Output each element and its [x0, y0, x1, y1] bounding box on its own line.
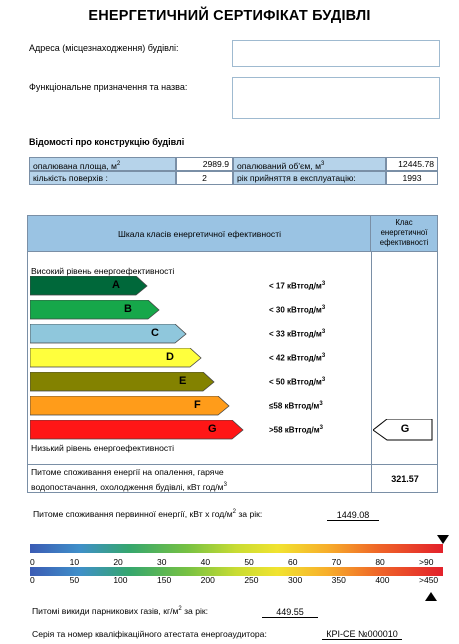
top-tick: 60 [288, 557, 298, 567]
specific-consumption-value: 321.57 [391, 474, 419, 484]
bottom-tick: 400 [375, 575, 390, 585]
class-arrow-f [30, 396, 230, 416]
top-tick: 30 [157, 557, 167, 567]
class-arrow-c [30, 324, 187, 344]
bottom-tick: 250 [244, 575, 259, 585]
year-label: рік прийняття в експлуатацію: [233, 171, 386, 185]
scale-header: Шкала класів енергетичної ефективності [117, 229, 282, 239]
bottom-marker-icon [425, 592, 437, 601]
top-tick: 80 [375, 557, 385, 567]
class-threshold-a: < 17 кВтгод/$м^3$ [269, 281, 326, 291]
floors-label: кількість поверхів : [29, 171, 176, 185]
bottom-tick: 200 [200, 575, 215, 585]
address-value [233, 39, 237, 53]
emissions-label: Питомі викиди парникових газів, $кг/м^2$ за рік: [32, 606, 209, 616]
address-label: Адреса (місцезнаходження) будівлі: [29, 43, 179, 53]
current-class-marker [373, 419, 433, 443]
heated-volume-value: 12445.78 [386, 157, 438, 171]
class-letter-e: E [179, 375, 187, 387]
primary-energy-gradient-bar [30, 544, 443, 553]
column-divider [371, 252, 372, 464]
address-field[interactable] [232, 40, 440, 67]
auditor-label: Серія та номер кваліфікаційного атестата енергоаудитора: [32, 629, 267, 639]
top-tick: 0 [30, 557, 35, 567]
class-threshold-f: ≤58 кВтгод/$м^3$ [269, 401, 323, 411]
primary-energy-value: 1449.08 [327, 510, 379, 521]
top-tick: >90 [419, 557, 434, 567]
class-header: Клас енергетичної ефективності [379, 218, 429, 247]
bottom-tick: 300 [288, 575, 303, 585]
class-threshold-e: < 50 кВтгод/$м^3$ [269, 377, 326, 387]
class-letter-c: C [151, 327, 159, 339]
class-letter-b: B [124, 303, 132, 315]
bottom-tick: 350 [331, 575, 346, 585]
top-tick: 40 [200, 557, 211, 567]
class-arrow-a [30, 276, 148, 296]
primary-energy-label: Питоме споживання первинної енергії, кВт х год/$м^2$ за рік: [33, 509, 263, 519]
specific-consumption-label: Питоме споживання енергії на опалення, гаряче водопостачання, охолодження будівлі, кВт год/$м^3$ [31, 467, 227, 492]
class-arrow-d [30, 348, 202, 368]
top-marker-icon [437, 535, 449, 544]
class-arrow-e [30, 372, 215, 392]
class-threshold-d: < 42 кВтгод/$м^3$ [269, 353, 326, 363]
high-efficiency-label: Високий рівень енергоефективності [31, 266, 175, 276]
floors-value: 2 [176, 171, 233, 185]
purpose-field[interactable] [232, 77, 440, 119]
purpose-label: Функціональне призначення та назва: [29, 82, 188, 92]
emissions-value: 449.55 [262, 607, 318, 618]
row-divider [28, 464, 437, 465]
bottom-tick: 100 [113, 575, 128, 585]
class-letter-f: F [194, 399, 201, 411]
class-letter-d: D [166, 351, 174, 363]
purpose-value [233, 76, 237, 90]
year-value: 1993 [386, 171, 438, 185]
class-threshold-b: < 30 кВтгод/$м^3$ [269, 305, 326, 315]
bottom-tick: 150 [157, 575, 172, 585]
auditor-value: КРІ-СЕ №000010 [322, 629, 402, 640]
bottom-tick: >450 [419, 575, 439, 585]
bottom-tick: 0 [30, 575, 35, 585]
class-threshold-g: >58 кВтгод/$м^3$ [269, 425, 323, 435]
current-class-letter: G [400, 423, 410, 435]
top-tick: 20 [113, 557, 123, 567]
heated-volume-label: опалюваний об'єм, $м^3$ [233, 157, 386, 171]
bottom-tick: 50 [69, 575, 80, 585]
heated-area-label: опалювана площа, $м^2$ [29, 157, 176, 171]
page-title: ЕНЕРГЕТИЧНИЙ СЕРТИФІКАТ БУДІВЛІ [88, 8, 371, 24]
top-tick: 50 [244, 557, 254, 567]
class-threshold-c: < 33 кВтгод/$м^3$ [269, 329, 326, 339]
class-letter-a: A [112, 279, 120, 291]
low-efficiency-label: Низький рівень енергоефективності [31, 443, 174, 453]
heated-area-value: 2989.9 [176, 157, 233, 171]
class-arrow-b [30, 300, 160, 320]
construction-heading: Відомості про конструкцію будівлі [29, 137, 185, 147]
class-letter-g: G [208, 423, 217, 435]
class-arrow-g [30, 420, 244, 440]
top-tick: 70 [331, 557, 342, 567]
top-tick: 10 [69, 557, 80, 567]
